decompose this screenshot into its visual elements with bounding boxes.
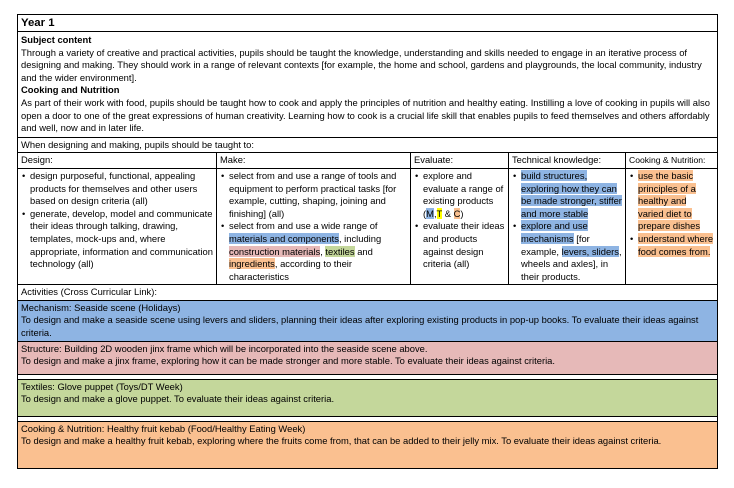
subject-content-cell <box>18 32 718 138</box>
ingredients-highlight: ingredients <box>229 258 275 270</box>
evaluate-item <box>414 170 505 220</box>
technical-item <box>512 170 622 220</box>
cooking-item <box>629 233 714 258</box>
year-title: Year 1 <box>18 15 718 32</box>
design-header: Design: <box>18 153 217 169</box>
t-highlight: T <box>436 207 443 219</box>
activity-text: To design and make a seaside scene using levers and sliders, planning their ideas after exploring existing products in pop-up books. To evaluate their ideas against criteria. <box>21 314 699 339</box>
cooking-header: Cooking & Nutrition: <box>626 153 718 169</box>
construction-highlight: construction materials <box>229 245 321 257</box>
levers-highlight: levers, sliders <box>561 245 619 257</box>
subject-content-heading: Subject content <box>21 34 92 45</box>
curriculum-document <box>17 14 717 469</box>
activity-text: To design and make a healthy fruit kebab, exploring where the fruits come from, that can be added to their jelly mix. To evaluate their ideas against criteria. <box>21 435 662 447</box>
taught-intro: When designing and making, pupils should be taught to: <box>18 137 718 153</box>
make-item: • select from and use a range of tools and equipment to perform practical tasks [for example, cutting, shaping, joining and finishing] (all) <box>220 170 407 220</box>
design-item: • generate, develop, model and communicate their ideas through talking, drawing, templates, mock-ups and, where appropriate, information and communication technology (all) <box>21 208 213 271</box>
activity-title: Cooking & Nutrition: Healthy fruit kebab (Food/Healthy Eating Week) <box>21 422 306 434</box>
design-item: • design purposeful, functional, appealing products for themselves and other users based on design criteria (all) <box>21 170 213 208</box>
cooking-nutrition-heading: Cooking and Nutrition <box>21 84 120 96</box>
food-highlight: understand where food comes from. <box>638 232 714 257</box>
activity-structure <box>18 341 718 374</box>
evaluate-text: ) <box>460 207 464 219</box>
make-text: , including <box>338 232 382 244</box>
subject-content-text: Through a variety of creative and practical activities, pupils should be taught the knowledge, understanding and skills needed to engage in an iterative process of designing and making. They should work in a range of relevant contexts [for example, the home and school, gardens and playgrounds, the local community, industry and the wider environment]. <box>21 46 702 83</box>
evaluate-item: • evaluate their ideas and products against design criteria (all) <box>414 220 505 270</box>
activity-textiles <box>18 379 718 416</box>
structures-highlight: build structures, exploring how they can be made stronger, stiffer and more stable <box>521 169 622 219</box>
activity-text: To design and make a glove puppet. To evaluate their ideas against criteria. <box>21 393 335 405</box>
cooking-nutrition-text: As part of their work with food, pupils should be taught how to cook and apply the principles of nutrition and healthy eating. Instilling a love of cooking in pupils will also open a door to one of the great expressions of human creativity. Learning how to cook is a crucial life skill that enables pupils to feed themselves and others affordably and well, now and in later life. <box>21 96 710 134</box>
curriculum-table <box>17 14 718 469</box>
evaluate-text: explore and evaluate a range of existing products ( <box>423 169 504 219</box>
m-highlight: M <box>426 207 434 219</box>
explore-highlight: explore and use <box>521 220 588 232</box>
cooking-item <box>629 170 714 233</box>
activities-header: Activities (Cross Curricular Link): <box>18 285 718 301</box>
technical-text: , wheels and axles], in their products. <box>521 245 622 282</box>
make-item <box>220 220 407 283</box>
materials-highlight: materials and components <box>229 232 339 244</box>
make-text: select from and use a wide range of <box>229 220 378 232</box>
evaluate-cell <box>411 168 509 284</box>
activity-cooking <box>18 421 718 468</box>
evaluate-text: , <box>433 207 437 219</box>
activity-mechanism <box>18 300 718 341</box>
technical-cell <box>509 168 626 284</box>
evaluate-text: & <box>444 207 451 219</box>
cooking-cell <box>626 168 718 284</box>
activity-title: Mechanism: Seaside scene (Holidays) <box>21 301 181 313</box>
c-highlight: C <box>453 207 461 219</box>
evaluate-header: Evaluate: <box>411 153 509 169</box>
make-text: and <box>357 245 373 257</box>
diet-highlight: use the basic principles of a healthy and varied diet to prepare dishes <box>638 169 701 232</box>
make-text: , according to their characteristics <box>229 258 352 282</box>
textiles-highlight: textiles <box>325 245 355 257</box>
technical-header: Technical knowledge: <box>509 153 626 169</box>
make-text: , <box>320 245 323 257</box>
make-header: Make: <box>217 153 411 169</box>
mechanisms-highlight: mechanisms <box>521 232 574 244</box>
activity-title: Textiles: Glove puppet (Toys/DT Week) <box>21 380 183 392</box>
make-cell <box>217 168 411 284</box>
activity-title: Structure: Building 2D wooden jinx frame which will be incorporated into the seaside scene above. <box>21 342 428 354</box>
technical-text: [for example, <box>521 232 590 257</box>
activity-text: To design and make a jinx frame, exploring how it can be made stronger and more stable. To evaluate their ideas against criteria. <box>21 355 555 367</box>
technical-item <box>512 220 622 283</box>
design-cell <box>18 168 217 284</box>
